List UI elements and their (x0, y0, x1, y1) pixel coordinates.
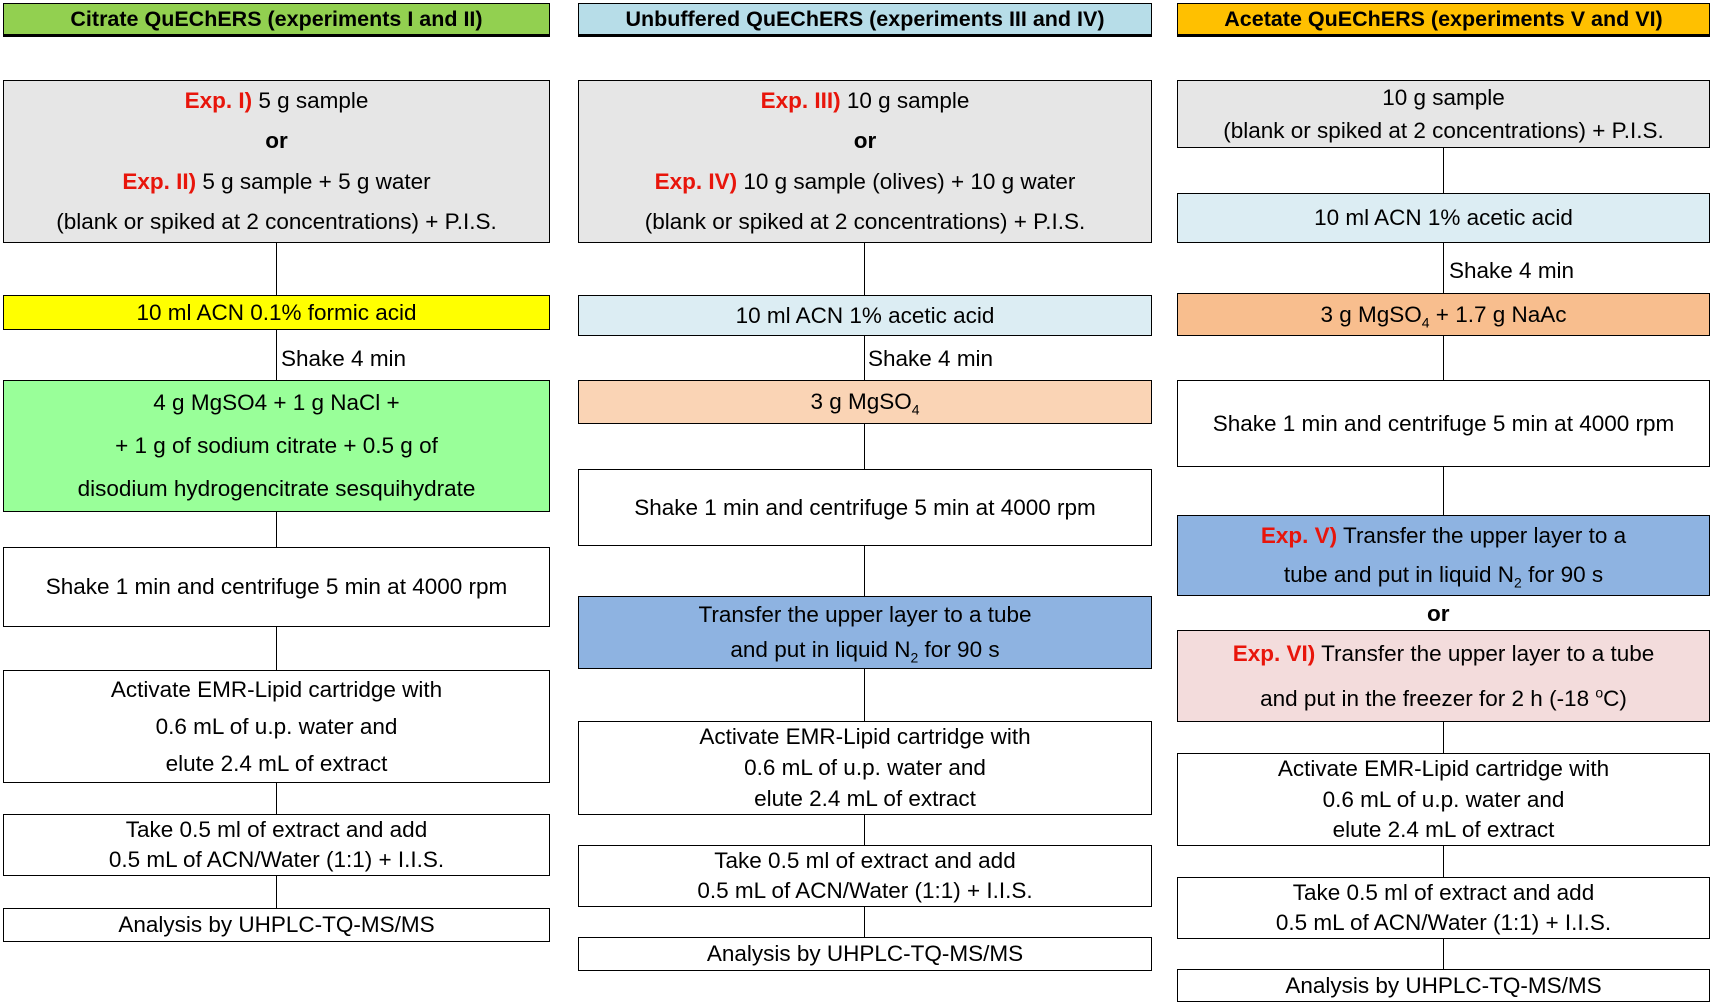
connector (1443, 148, 1444, 193)
sample-step (578, 80, 1152, 243)
analysis-step (3, 908, 550, 942)
dilute-step (578, 845, 1152, 907)
exp1-line (185, 88, 369, 114)
exp6-label: Exp. VI) (1232, 640, 1316, 666)
emr-line-3: elute 2.4 mL of extract (754, 785, 976, 811)
emr-step (578, 721, 1152, 815)
emr-line-3: elute 2.4 mL of extract (1332, 816, 1555, 842)
analysis-text: Analysis by UHPLC-TQ-MS/MS (118, 912, 435, 938)
exp1-text: 5 g sample (258, 88, 369, 114)
dilute-line-2: 0.5 mL of ACN/Water (1:1) + I.I.S. (108, 847, 445, 873)
unbuffered-column (578, 0, 1152, 1006)
exp2-label: Exp. II) (122, 168, 197, 194)
connector (276, 330, 277, 380)
centrifuge-step (578, 469, 1152, 546)
exp5-line-2-sub: 2 (1514, 574, 1522, 591)
analysis-step (578, 937, 1152, 971)
sample-line-2: (blank or spiked at 2 concentrations) + P.I.S. (1223, 117, 1664, 143)
connector (864, 815, 865, 845)
emr-line-2: 0.6 mL of u.p. water and (155, 713, 398, 739)
emr-line-1: Activate EMR-Lipid cartridge with (1277, 756, 1610, 782)
salts-line-1: 4 g MgSO4 + 1 g NaCl + (153, 389, 400, 415)
sample-note: (blank or spiked at 2 concentrations) + P.I.S. (56, 208, 497, 234)
dilute-line-1: Take 0.5 ml of extract and add (714, 848, 1016, 874)
dilute-line-2: 0.5 mL of ACN/Water (1:1) + I.I.S. (697, 878, 1033, 904)
salts-step (578, 380, 1152, 424)
salts-main: 3 g MgSO (810, 389, 912, 415)
citrate-header: Citrate QuEChERS (experiments I and II) (3, 3, 550, 37)
salts-post: + 1.7 g NaAc (1429, 301, 1567, 327)
exp6-step (1177, 630, 1710, 722)
exp5-line-1-text: Transfer the upper layer to a (1343, 522, 1627, 548)
connector (1443, 243, 1444, 293)
exp6-line-2 (1260, 686, 1627, 712)
salts-pre: 3 g MgSO (1320, 301, 1422, 327)
connector (864, 243, 865, 295)
sample-line-1: 10 g sample (1382, 84, 1505, 110)
exp5-label: Exp. V) (1260, 522, 1338, 548)
sample-note: (blank or spiked at 2 concentrations) + P.I.S. (644, 208, 1086, 234)
exp5-line-2-post: for 90 s (1521, 562, 1604, 588)
dilute-step (3, 814, 550, 876)
exp6-line-1 (1233, 641, 1655, 667)
exp6-line-1-text: Transfer the upper layer to a tube (1321, 640, 1655, 666)
exp2-text: 5 g sample + 5 g water (202, 168, 431, 194)
solvent-text: 10 ml ACN 1% acetic acid (1314, 205, 1573, 231)
salts-text (810, 389, 920, 418)
connector (276, 627, 277, 670)
solvent-step (578, 295, 1152, 336)
emr-step (1177, 753, 1710, 846)
solvent-text: 10 ml ACN 0.1% formic acid (136, 299, 417, 325)
solvent-text: 10 ml ACN 1% acetic acid (735, 302, 995, 328)
or-label: or (265, 128, 288, 154)
centrifuge-text: Shake 1 min and centrifuge 5 min at 4000 rpm (45, 574, 508, 600)
centrifuge-text: Shake 1 min and centrifuge 5 min at 4000 rpm (1212, 410, 1675, 436)
transfer-step (578, 596, 1152, 669)
emr-step (3, 670, 550, 783)
acetate-column (1177, 0, 1710, 1006)
acetate-header: Acetate QuEChERS (experiments V and VI) (1177, 3, 1710, 37)
connector (864, 907, 865, 937)
salts-step (1177, 293, 1710, 336)
exp4-text: 10 g sample (olives) + 10 g water (743, 168, 1076, 194)
connector (864, 424, 865, 469)
centrifuge-step (3, 547, 550, 627)
sample-step (3, 80, 550, 243)
connector (1443, 939, 1444, 969)
dilute-line-1: Take 0.5 ml of extract and add (1292, 880, 1595, 906)
connector (1443, 467, 1444, 515)
connector (276, 876, 277, 908)
analysis-text: Analysis by UHPLC-TQ-MS/MS (1285, 972, 1602, 998)
exp1-label: Exp. I) (184, 88, 253, 114)
shake-label: Shake 4 min (281, 346, 407, 371)
sample-step (1177, 80, 1710, 148)
dilute-line-1: Take 0.5 ml of extract and add (125, 817, 428, 843)
salts-step (3, 380, 550, 512)
connector (1443, 722, 1444, 753)
emr-line-3: elute 2.4 mL of extract (165, 750, 388, 776)
connector (864, 336, 865, 380)
solvent-step (3, 295, 550, 330)
transfer-line-2 (730, 637, 1000, 666)
emr-line-1: Activate EMR-Lipid cartridge with (699, 724, 1031, 750)
connector (276, 243, 277, 295)
analysis-text: Analysis by UHPLC-TQ-MS/MS (706, 941, 1024, 967)
exp5-line-2-pre: tube and put in liquid N (1283, 562, 1515, 588)
connector (864, 546, 865, 596)
dilute-step (1177, 877, 1710, 939)
exp2-line (122, 169, 430, 195)
shake-label: Shake 4 min (1449, 258, 1575, 283)
salts-text (1320, 301, 1567, 331)
exp5-step (1177, 515, 1710, 596)
transfer-line-2-pre: and put in liquid N (730, 637, 911, 663)
transfer-line-2-post: for 90 s (918, 637, 1000, 663)
solvent-step (1177, 193, 1710, 243)
shake-label: Shake 4 min (868, 346, 994, 371)
salts-subscript: 4 (1421, 314, 1430, 331)
salts-line-2: + 1 g of sodium citrate + 0.5 g of (115, 433, 438, 459)
connector (864, 669, 865, 721)
unbuffered-header: Unbuffered QuEChERS (experiments III and IV) (578, 3, 1152, 37)
connector (276, 783, 277, 814)
connector (276, 512, 277, 547)
centrifuge-text: Shake 1 min and centrifuge 5 min at 4000 rpm (634, 494, 1096, 520)
centrifuge-step (1177, 380, 1710, 467)
exp4-line (655, 169, 1076, 195)
dilute-line-2: 0.5 mL of ACN/Water (1:1) + I.I.S. (1275, 910, 1612, 936)
exp3-line (761, 88, 970, 114)
exp6-line-2-pre: and put in the freezer for 2 h (-18 (1260, 685, 1596, 711)
exp5-line-1 (1261, 523, 1626, 549)
transfer-line-2-sub: 2 (910, 649, 919, 666)
salts-line-3: disodium hydrogencitrate sesquihydrate (77, 476, 476, 502)
connector (1443, 846, 1444, 877)
exp3-text: 10 g sample (846, 88, 970, 114)
emr-line-2: 0.6 mL of u.p. water and (744, 755, 986, 781)
emr-line-1: Activate EMR-Lipid cartridge with (110, 676, 443, 702)
exp6-line-2-sup: o (1595, 684, 1604, 701)
salts-subscript: 4 (911, 401, 920, 418)
citrate-column (3, 0, 550, 1006)
exp3-label: Exp. III) (760, 88, 841, 114)
exp6-line-2-post: C) (1603, 685, 1627, 711)
transfer-line-1: Transfer the upper layer to a tube (698, 601, 1032, 627)
connector (1443, 336, 1444, 380)
or-label: or (1427, 601, 1450, 626)
emr-line-2: 0.6 mL of u.p. water and (1322, 786, 1565, 812)
exp5-line-2 (1283, 562, 1604, 591)
or-label: or (853, 128, 877, 154)
exp4-label: Exp. IV) (654, 168, 738, 194)
analysis-step (1177, 969, 1710, 1002)
